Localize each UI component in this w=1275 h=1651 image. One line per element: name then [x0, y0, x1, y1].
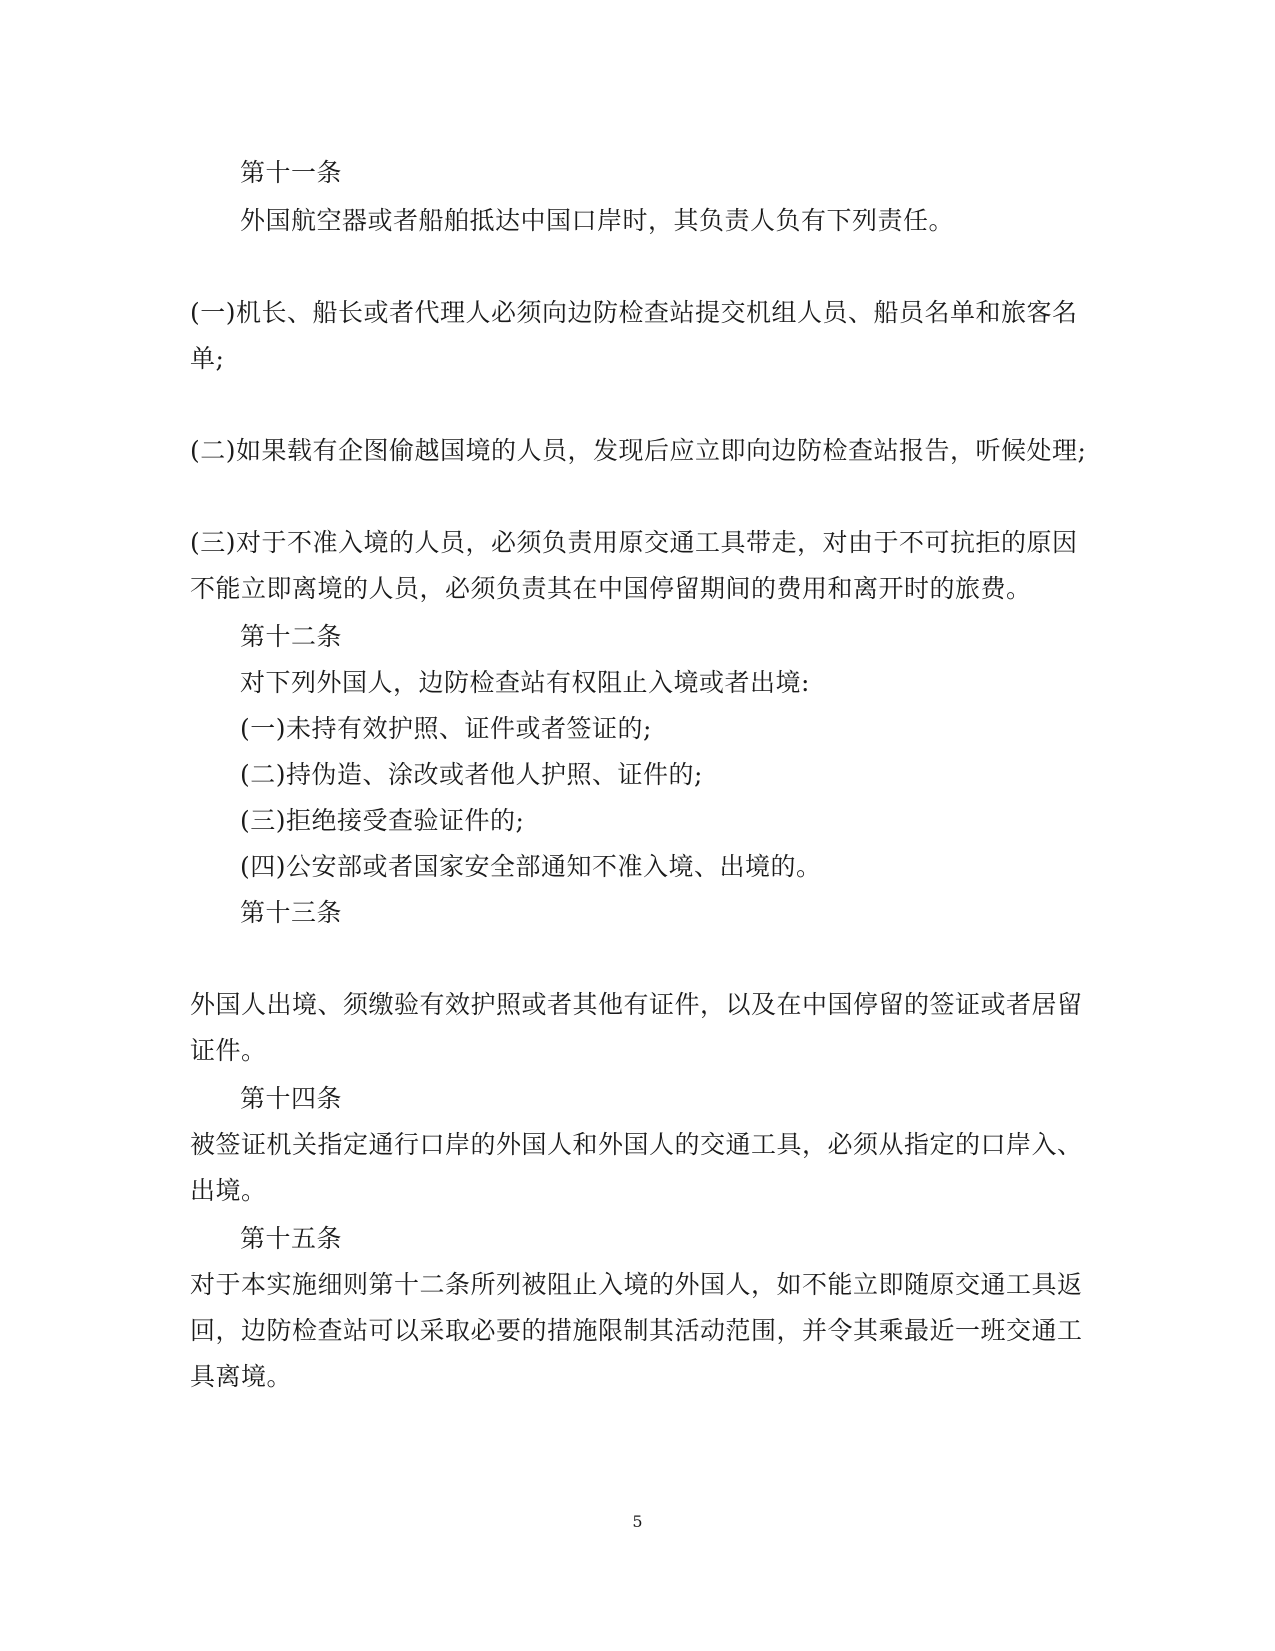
text-line: 外国航空器或者船舶抵达中国口岸时，其负责人负有下列责任。 [240, 206, 955, 235]
page-number: 5 [632, 1512, 643, 1531]
text-line: 被签证机关指定通行口岸的外国人和外国人的交通工具，必须从指定的口岸入、 [190, 1130, 1083, 1159]
article-heading-12: 第十二条 [240, 622, 343, 651]
text-line: 对下列外国人，边防检查站有权阻止入境或者出境: [240, 668, 810, 697]
text-line: 证件。 [190, 1036, 267, 1065]
text-line: (三)拒绝接受查验证件的; [240, 806, 525, 835]
text-line: (三)对于不准入境的人员，必须负责用原交通工具带走，对由于不可抗拒的原因 [190, 528, 1078, 557]
text-line: (一)未持有效护照、证件或者签证的; [240, 714, 652, 743]
text-line: 不能立即离境的人员，必须负责其在中国停留期间的费用和离开时的旅费。 [190, 574, 1032, 603]
text-line: 回，边防检查站可以采取必要的措施限制其活动范围，并令其乘最近一班交通工 [190, 1316, 1083, 1345]
article-heading-11: 第十一条 [240, 158, 343, 187]
text-line: (二)持伪造、涂改或者他人护照、证件的; [240, 760, 703, 789]
text-line: 对于本实施细则第十二条所列被阻止入境的外国人，如不能立即随原交通工具返 [190, 1270, 1083, 1299]
text-line: 具离境。 [190, 1362, 293, 1391]
article-heading-15: 第十五条 [240, 1224, 343, 1253]
article-heading-13: 第十三条 [240, 898, 343, 927]
text-line: 单; [190, 344, 225, 373]
article-heading-14: 第十四条 [240, 1084, 343, 1113]
text-line: (二)如果载有企图偷越国境的人员，发现后应立即向边防检查站报告，听候处理; [190, 436, 1087, 465]
text-line: (一)机长、船长或者代理人必须向边防检查站提交机组人员、船员名单和旅客名 [190, 298, 1078, 327]
text-line: 出境。 [190, 1176, 267, 1205]
text-line: 外国人出境、须缴验有效护照或者其他有证件，以及在中国停留的签证或者居留 [190, 990, 1083, 1019]
text-line: (四)公安部或者国家安全部通知不准入境、出境的。 [240, 852, 822, 881]
